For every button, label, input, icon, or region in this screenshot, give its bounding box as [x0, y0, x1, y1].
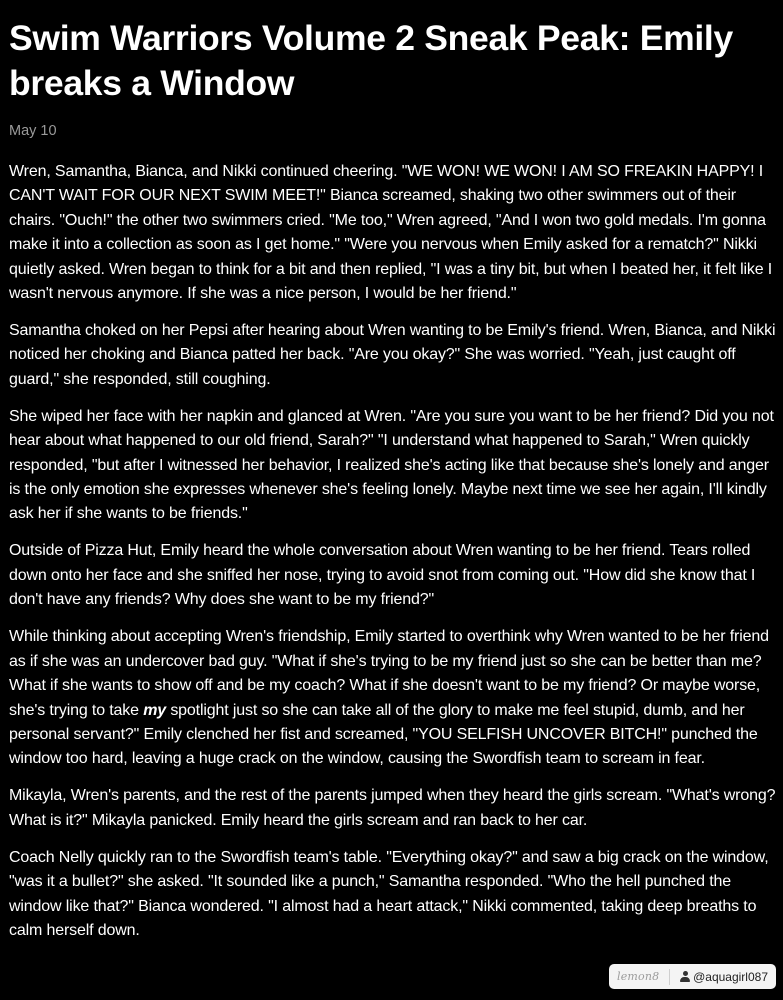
- paragraph-text: While thinking about accepting Wren's friendship, Emily started to overthink why Wren wanted to be her friend as if she was an undercover bad guy. "What if she's trying to be my friend just so she can be better than me? What if she wants to show off and be my coach? What if she doesn't want to be my friend? Or maybe worse, she's trying to take: [9, 628, 769, 719]
- paragraph: Mikayla, Wren's parents, and the rest of the parents jumped when they heard the girls scream. "What's wrong? What is it?" Mikayla panicked. Emily heard the girls scream and ran back to her car.: [9, 787, 776, 829]
- emphasized-word: my: [143, 701, 167, 719]
- article: [9, 16, 777, 956]
- post-body: [9, 160, 777, 943]
- paragraph: She wiped her face with her napkin and glanced at Wren. "Are you sure you want to be her friend? Did you not hear about what happened to our old friend, Sarah?" "I understand what happened to Sarah," Wren quickly responded, "but after I witnessed her behavior, I realized she's acting like that because she's lonely and anger is the only emotion she expresses whenever she's feeling lonely. Maybe next time we see her again, I'll kindly ask her if she wants to be friends.": [9, 407, 774, 523]
- post-date: May 10: [9, 123, 57, 139]
- paragraph: [9, 625, 777, 771]
- paragraph: Outside of Pizza Hut, Emily heard the whole conversation about Wren wanting to be her friend. Tears rolled down onto her face and she sniffed her nose, trying to avoid snot from coming out. "How did she know that I don't have any friends? Why does she want to be my friend?": [9, 542, 756, 609]
- post-title: Swim Warriors Volume 2 Sneak Peak: Emily breaks a Window: [9, 18, 733, 103]
- author-handle: @aquagirl087: [693, 969, 768, 984]
- lemon8-watermark: [609, 964, 776, 989]
- paragraph: Wren, Samantha, Bianca, and Nikki continued cheering. "WE WON! WE WON! I AM SO FREAKIN HAPPY! I CAN'T WAIT FOR OUR NEXT SWIM MEET!" Bianca screamed, shaking two other swimmers out of their chairs. "Ouch!" the other two swimmers cried. "Me too," Wren agreed, "And I won two gold medals. I'm gonna make it into a collection as soon as I get home." "Were you nervous when Emily asked for a rematch?" Nikki quietly asked. Wren began to think for a bit and then replied, "I was a tiny bit, but when I beated her, it felt like I wasn't nervous anymore. If she was a nice person, I would be her friend.": [9, 163, 773, 303]
- paragraph-text: spotlight just so she can take all of the glory to make me feel stupid, dumb, and her personal servant?" Emily clenched her fist and screamed, "YOU SELFISH UNCOVER BITCH!" punched the window too hard, leaving a huge crack on the window, causing the Swordfish team to scream in fear.: [9, 701, 758, 768]
- paragraph: Coach Nelly quickly ran to the Swordfish team's table. "Everything okay?" and saw a big crack on the window, "was it a bullet?" she asked. "It sounded like a punch," Samantha responded. "Who the hell punched the window like that?" Bianca wondered. "I almost had a heart attack," Nikki commented, taking deep breaths to calm herself down.: [9, 848, 769, 939]
- lemon8-logo: lemon8: [617, 969, 670, 985]
- user-icon: [679, 971, 686, 983]
- paragraph: Samantha choked on her Pepsi after hearing about Wren wanting to be Emily's friend. Wren, Bianca, and Nikki noticed her choking and Bianca patted her back. "Are you okay?" She was worried. "Yeah, just caught off guard," she responded, still coughing.: [9, 322, 776, 388]
